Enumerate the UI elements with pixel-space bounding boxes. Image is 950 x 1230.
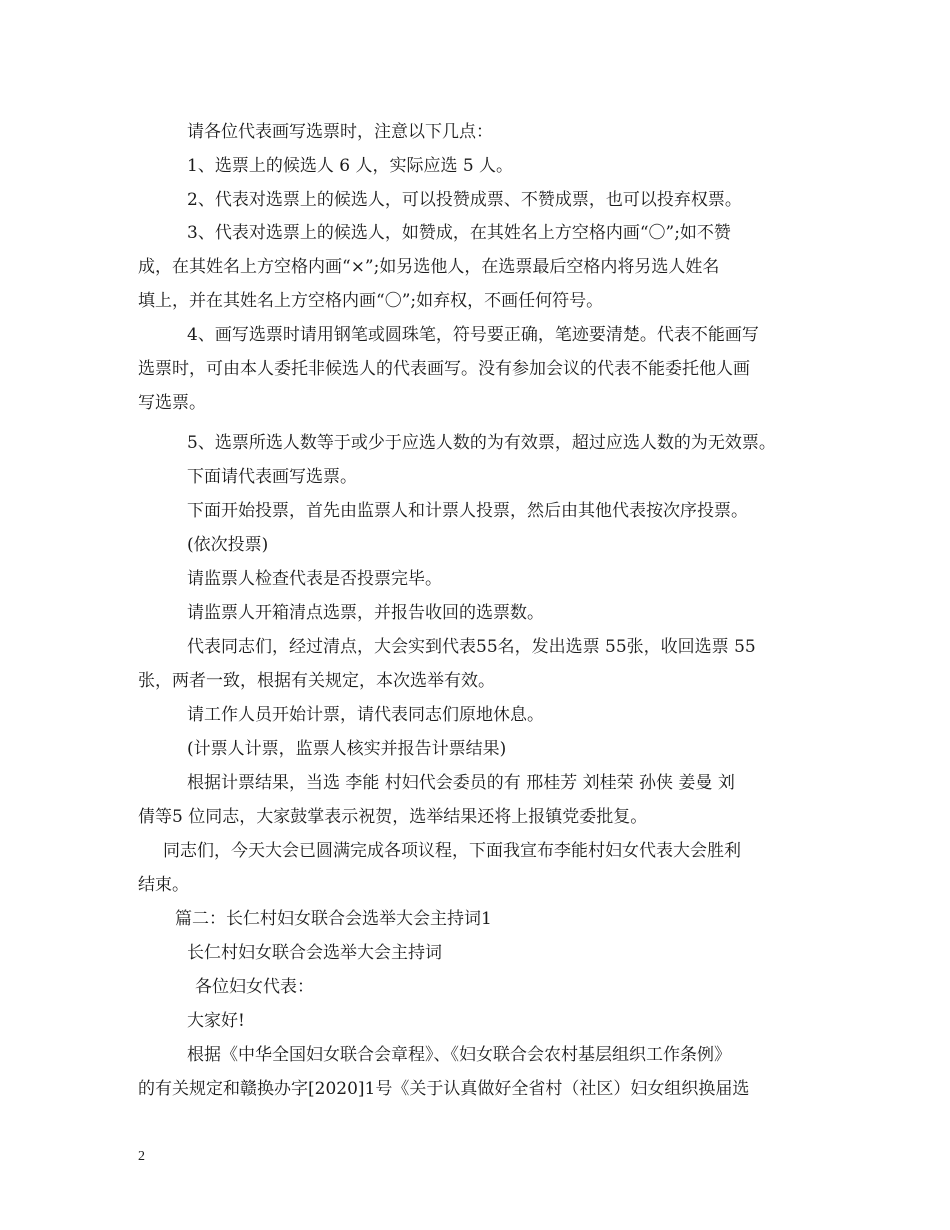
text-line: 1、选票上的候选人 6 人，实际应选 5 人。: [187, 156, 514, 176]
text-line: 请各位代表画写选票时，注意以下几点：: [187, 122, 493, 142]
text-line: 下面请代表画写选票。: [187, 467, 357, 487]
text-line: 5、选票所选人数等于或少于应选人数的为有效票，超过应选人数的为无效票。: [187, 433, 776, 453]
text-line: 倩等5 位同志，大家鼓掌表示祝贺，选举结果还将上报镇党委批复。: [138, 807, 648, 827]
section-heading: 篇二：长仁村妇女联合会选举大会主持词1: [175, 909, 492, 929]
text-line: 张，两者一致，根据有关规定，本次选举有效。: [138, 671, 495, 691]
text-line: 请监票人检查代表是否投票完毕。: [187, 569, 442, 589]
section-title: 长仁村妇女联合会选举大会主持词: [187, 943, 442, 963]
text-line: (计票人计票，监票人核实并报告计票结果): [187, 739, 507, 759]
text-line: 同志们，今天大会已圆满完成各项议程，下面我宣布李能村妇女代表大会胜利: [163, 841, 741, 861]
text-line: 根据《中华全国妇女联合会章程》、《妇女联合会农村基层组织工作条例》: [187, 1045, 731, 1065]
text-line: (依次投票): [187, 535, 269, 555]
text-line: 下面开始投票，首先由监票人和计票人投票，然后由其他代表按次序投票。: [187, 501, 748, 521]
greeting: 大家好!: [187, 1011, 245, 1031]
text-line: 代表同志们，经过清点，大会实到代表55名，发出选票 55张，收回选票 55: [187, 637, 756, 657]
text-line: 成，在其姓名上方空格内画“×”;如另选他人，在选票最后空格内将另选人姓名: [138, 257, 720, 277]
salutation: 各位妇女代表：: [195, 977, 314, 997]
page-number: 2: [138, 1149, 145, 1164]
text-line: 结束。: [138, 875, 189, 895]
text-line: 填上，并在其姓名上方空格内画“〇”;如弃权，不画任何符号。: [138, 291, 604, 311]
text-line: 4、画写选票时请用钢笔或圆珠笔，符号要正确，笔迹要清楚。代表不能画写: [187, 325, 759, 345]
text-line: 请监票人开箱清点选票，并报告收回的选票数。: [187, 603, 544, 623]
text-line: 根据计票结果，当选 李能 村妇代会委员的有 邢桂芳 刘桂荣 孙侠 姜曼 刘: [187, 773, 735, 793]
text-line: 2、代表对选票上的候选人，可以投赞成票、不赞成票，也可以投弃权票。: [187, 190, 742, 210]
text-line: 选票时，可由本人委托非候选人的代表画写。没有参加会议的代表不能委托他人画: [138, 359, 750, 379]
text-line: 3、代表对选票上的候选人，如赞成，在其姓名上方空格内画“〇”;如不赞: [187, 223, 731, 243]
text-line: 写选票。: [138, 393, 206, 413]
text-line: 请工作人员开始计票，请代表同志们原地休息。: [187, 705, 544, 725]
text-line: 的有关规定和赣换办字[2020]1号《关于认真做好全省村（社区）妇女组织换届选: [138, 1079, 750, 1099]
